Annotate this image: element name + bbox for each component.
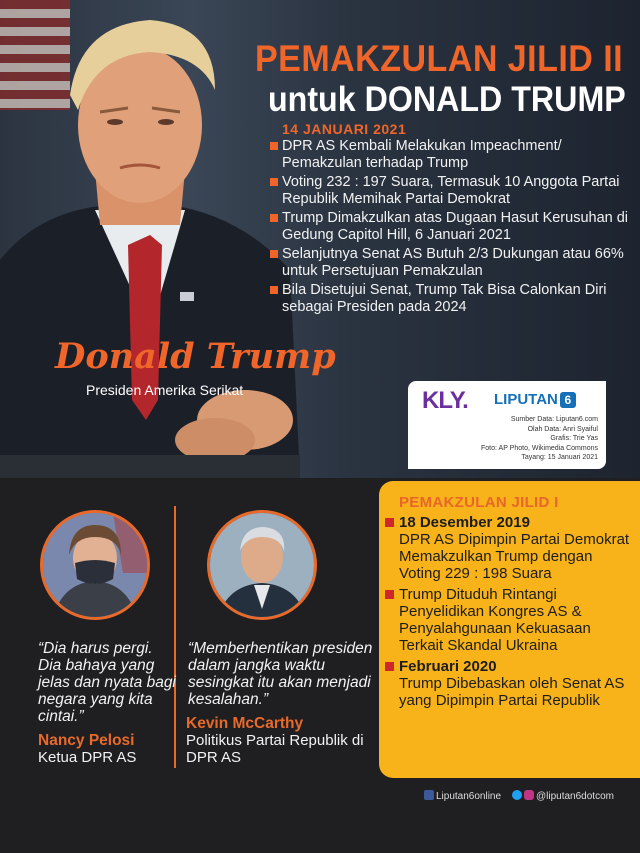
subject-signature-name: Donald Trump — [55, 336, 336, 377]
credit-line: Foto: AP Photo, Wikimedia Commons — [481, 444, 598, 452]
quote-divider — [174, 506, 176, 768]
jilid1-panel — [379, 481, 640, 778]
brand-number: 6 — [560, 392, 576, 408]
credit-line: Sumber Data: Liputan6.com — [510, 416, 598, 423]
mccarthy-name: Kevin McCarthy — [186, 715, 304, 732]
point-item — [270, 282, 630, 315]
jilid1-item — [385, 586, 635, 654]
jilid1-item — [385, 514, 635, 582]
jilid1-item-text: Trump Dituduh Rintangi Penyelidikan Kongres AS & Penyalahgunaan Kekuasaan Terkait Skandal Ukraina — [399, 586, 591, 654]
impeachment-points — [270, 138, 630, 318]
bullet-square-icon — [270, 142, 278, 150]
jilid1-item-text: Trump Dibebaskan oleh Senat AS yang Dipimpin Partai Republik — [399, 675, 625, 709]
point-item — [270, 138, 630, 171]
twitter-handle-link[interactable] — [512, 790, 614, 802]
point-text: DPR AS Kembali Melakukan Impeachment/ Pemakzulan terhadap Trump — [282, 138, 562, 171]
point-item — [270, 174, 630, 207]
point-text: Trump Dimakzulkan atas Dugaan Hasut Kerusuhan di Gedung Capitol Hill, 6 Januari 2021 — [282, 210, 629, 243]
pelosi-quote: “Dia harus pergi. Dia bahaya yang jelas dan nyata bagi negara yang kita cintai.” — [38, 640, 176, 725]
pelosi-name: Nancy Pelosi — [38, 732, 135, 749]
point-text: Voting 232 : 197 Suara, Termasuk 10 Anggota Partai Republik Memihak Partai Demokrat — [282, 174, 620, 207]
point-item — [270, 246, 630, 279]
bullet-square-icon — [270, 286, 278, 294]
twitter-icon — [512, 790, 522, 800]
jilid1-title: PEMAKZULAN JILID I — [399, 494, 559, 511]
pelosi-portrait — [43, 513, 147, 617]
bullet-square-icon — [270, 250, 278, 258]
mccarthy-role: Politikus Partai Republik di DPR AS — [186, 732, 364, 766]
main-title-line2: untuk DONALD TRUMP — [268, 80, 626, 119]
credit-line: Tayang: 15 Januari 2021 — [521, 454, 598, 461]
event-date: 14 JANUARI 2021 — [282, 121, 407, 137]
mccarthy-avatar — [207, 510, 317, 620]
mccarthy-quote: “Memberhentikan presiden dalam jangka waktu sesingkat itu akan menjadi kesalahan.” — [188, 640, 373, 708]
publisher-card — [408, 381, 606, 469]
brand-name: LIPUTAN — [494, 391, 558, 408]
main-title-line1: PEMAKZULAN JILID II — [255, 38, 624, 79]
jilid1-item-text: DPR AS Dipimpin Partai Demokrat Memakzulkan Trump dengan Voting 229 : 198 Suara — [399, 531, 630, 582]
bullet-square-icon — [385, 662, 394, 671]
facebook-handle-link[interactable] — [424, 790, 501, 802]
pelosi-role: Ketua DPR AS — [38, 749, 137, 766]
mccarthy-portrait — [210, 513, 314, 617]
jilid1-item — [385, 658, 635, 709]
kly-logo: KLY. — [422, 387, 468, 414]
twitter-handle: @liputan6dotcom — [536, 791, 614, 802]
jilid1-item-date: 18 Desember 2019 — [399, 514, 530, 531]
point-item — [270, 210, 630, 243]
credits-block — [481, 415, 598, 463]
bullet-square-icon — [385, 518, 394, 527]
facebook-icon — [424, 790, 434, 800]
subject-role: Presiden Amerika Serikat — [86, 382, 244, 398]
credit-line: Grafis: Trie Yas — [550, 435, 598, 442]
jilid1-list — [385, 514, 635, 713]
instagram-icon — [524, 790, 534, 800]
liputan6-logo — [494, 391, 576, 408]
jilid1-item-date: Februari 2020 — [399, 658, 497, 675]
bullet-square-icon — [270, 178, 278, 186]
point-text: Selanjutnya Senat AS Butuh 2/3 Dukungan atau 66% untuk Persetujuan Pemakzulan — [282, 246, 624, 279]
bullet-square-icon — [385, 590, 394, 599]
credit-line: Olah Data: Anri Syaiful — [527, 425, 598, 433]
pelosi-avatar — [40, 510, 150, 620]
bullet-square-icon — [270, 214, 278, 222]
point-text: Bila Disetujui Senat, Trump Tak Bisa Calonkan Diri sebagai Presiden pada 2024 — [282, 282, 607, 315]
facebook-handle: Liputan6online — [436, 791, 502, 802]
